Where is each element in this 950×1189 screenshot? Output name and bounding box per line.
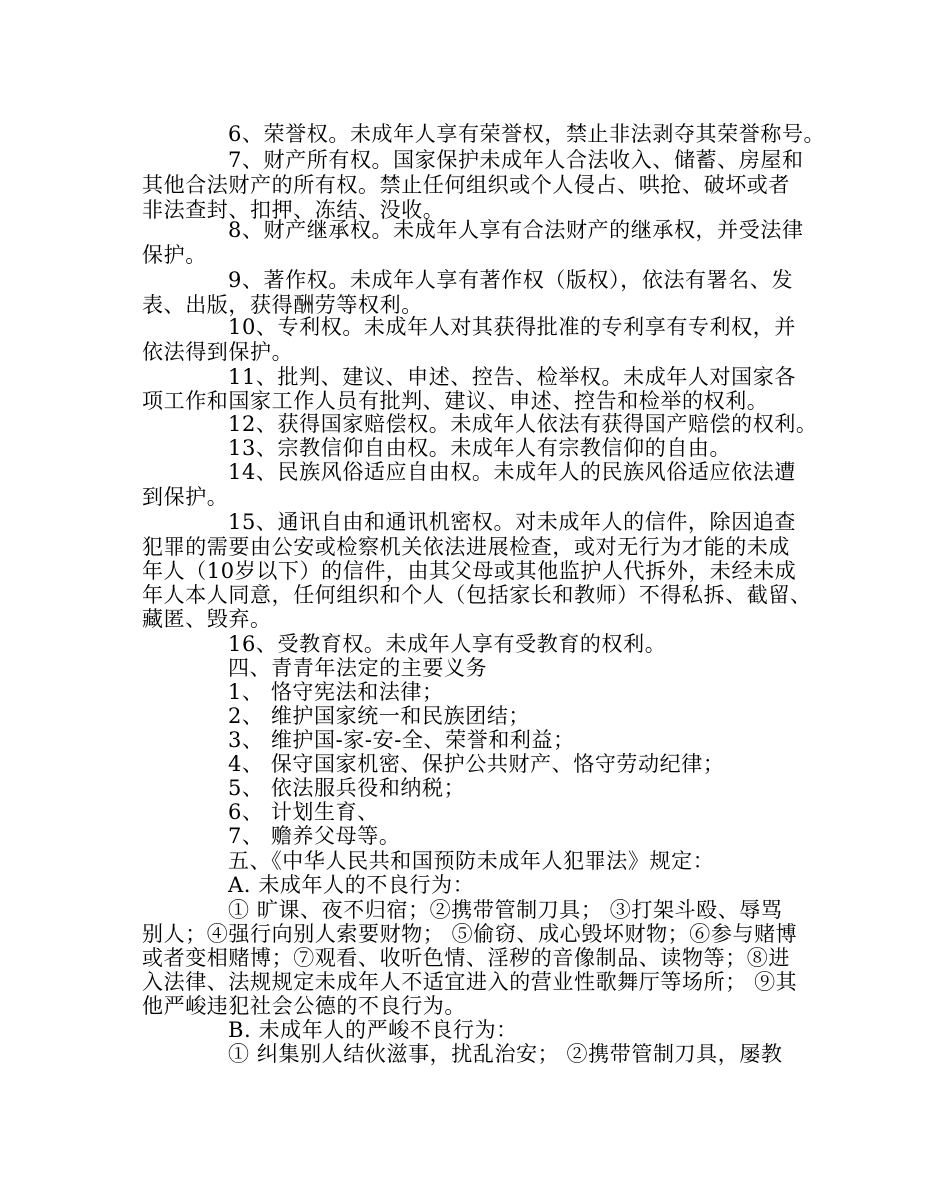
text-line: ① 纠集别人结伙滋事，扰乱治安； ②携带管制刀具，屡教 <box>228 1042 783 1066</box>
text-line: 9、著作权。未成年人享有著作权（版权），依法有署名、发 <box>228 268 794 292</box>
text-line: 他严峻违犯社会公德的不良行为。 <box>142 994 466 1018</box>
text-line: 13、宗教信仰自由权。未成年人有宗教信仰的自由。 <box>228 436 732 460</box>
list-item: 3、 维护国-家-安-全、荣誉和利益； <box>228 728 575 752</box>
text-line: 项工作和国家工作人员有批判、建议、申述、控告和检举的权利。 <box>142 389 769 413</box>
list-item: 4、 保守国家机密、保护公共财产、恪守劳动纪律； <box>228 752 725 776</box>
text-line: 8、财产继承权。未成年人享有合法财产的继承权，并受法律 <box>228 218 804 242</box>
list-item: 1、 恪守宪法和法律； <box>228 680 444 704</box>
text-line: 年人本人同意，任何组织和个人（包括家长和教师）不得私拆、截留、 <box>142 583 812 607</box>
text-line: 10、专利权。未成年人对其获得批准的专利享有专利权，并 <box>228 315 796 339</box>
text-line: 表、出版，获得酬劳等权利。 <box>142 293 423 317</box>
text-line: 7、财产所有权。国家保护未成年人合法收入、储蓄、房屋和 <box>228 148 804 172</box>
text-line: ① 旷课、夜不归宿；②携带管制刀具； ③打架斗殴、辱骂 <box>228 898 783 922</box>
subsection-heading: B. 未成年人的严峻不良行为： <box>228 1018 518 1042</box>
text-line: 犯罪的需要由公安或检察机关依法进展检查，或对无行为才能的未成 <box>142 535 790 559</box>
list-item: 2、 维护国家统一和民族团结； <box>228 704 531 728</box>
text-line: 到保护。 <box>142 485 229 509</box>
text-line: 15、通讯自由和通讯机密权。对未成年人的信件，除因追查 <box>228 510 796 534</box>
list-item: 5、 依法服兵役和纳税； <box>228 776 466 800</box>
text-line: 12、获得国家赔偿权。未成年人依法有获得国产赔偿的权利。 <box>228 412 818 436</box>
text-line: 年人（10岁以下）的信件，由其父母或其他监护人代拆外，未经未成 <box>142 559 797 583</box>
list-item: 7、 赡养父母等。 <box>228 824 401 848</box>
subsection-heading: A. 未成年人的不良行为： <box>228 873 475 897</box>
text-line: 别人；④强行向别人索要财物； ⑤偷窃、成心毁坏财物；⑥参与赌博 <box>142 922 798 946</box>
section-heading: 四、青青年法定的主要义务 <box>228 656 488 680</box>
list-item: 6、 计划生育、 <box>228 800 379 824</box>
text-line: 依法得到保护。 <box>142 340 294 364</box>
text-line: 入法律、法规规定未成年人不适宜进入的营业性歌舞厅等场所； ⑨其 <box>142 970 798 994</box>
text-line: 其他合法财产的所有权。禁止任何组织或个人侵占、哄抢、破坏或者 <box>142 173 790 197</box>
section-heading: 五、《中华人民共和国预防未成年人犯罪法》规定： <box>228 849 715 873</box>
text-line: 藏匿、毁弃。 <box>142 607 272 631</box>
text-line: 或者变相赌博；⑦观看、收听色情、淫秽的音像制品、读物等；⑧进 <box>142 946 790 970</box>
text-line: 非法查封、扣押、冻结、没收。 <box>142 198 445 222</box>
text-line: 保护。 <box>142 243 207 267</box>
text-line: 14、民族风俗适应自由权。未成年人的民族风俗适应依法遭 <box>228 460 796 484</box>
text-line: 11、批判、建议、申述、控告、检举权。未成年人对国家各 <box>228 365 796 389</box>
text-line: 6、荣誉权。未成年人享有荣誉权，禁止非法剥夺其荣誉称号。 <box>228 122 826 146</box>
text-line: 16、受教育权。未成年人享有受教育的权利。 <box>228 632 667 656</box>
